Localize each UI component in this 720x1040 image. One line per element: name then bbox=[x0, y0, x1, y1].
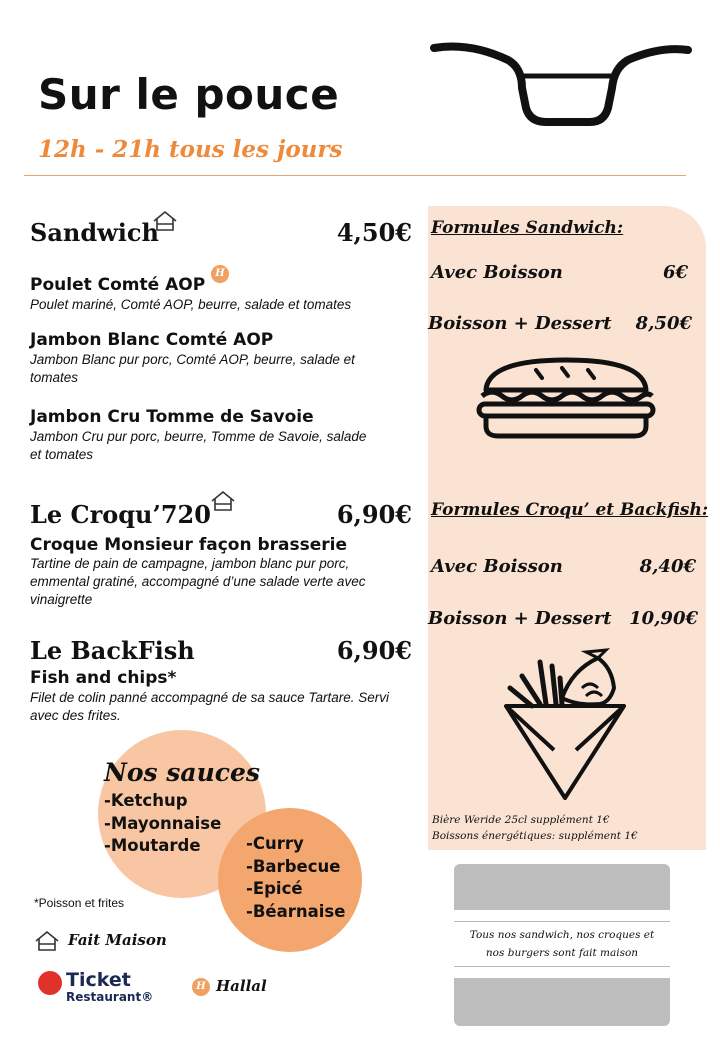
item-jambon-cru: Jambon Cru Tomme de Savoie bbox=[30, 407, 314, 427]
fish-and-chips-icon bbox=[502, 648, 628, 800]
supplement-energetique: Boissons énergétiques: supplément 1€ bbox=[432, 830, 638, 842]
grey-band-top bbox=[454, 864, 670, 910]
sauce-item: -Moutarde bbox=[104, 836, 201, 855]
croque-category: Le Croqu’720 bbox=[30, 500, 211, 529]
formule-price: 6€ bbox=[662, 262, 688, 283]
grey-band-bottom bbox=[454, 978, 670, 1026]
item-desc: avec des frites. bbox=[30, 708, 121, 723]
fait-maison-note bbox=[454, 921, 670, 967]
halal-icon: H bbox=[192, 978, 210, 996]
sandwich-category: Sandwich bbox=[30, 218, 159, 247]
ticket-restaurant-text: Restaurant® bbox=[66, 990, 154, 1004]
supplement-biere: Bière Weride 25cl supplément 1€ bbox=[432, 814, 610, 826]
sauce-item: -Mayonnaise bbox=[104, 813, 222, 833]
item-poulet-comte: Poulet Comté AOP bbox=[30, 275, 206, 295]
header-divider bbox=[24, 175, 686, 176]
sauce-list-right bbox=[246, 833, 345, 923]
fait-maison-icon bbox=[34, 930, 60, 952]
formules-sandwich-title: Formules Sandwich: bbox=[431, 218, 624, 238]
opening-hours: 12h - 21h tous les jours bbox=[38, 136, 343, 163]
item-jambon-blanc: Jambon Blanc Comté AOP bbox=[30, 330, 274, 350]
fait-maison-icon bbox=[152, 210, 178, 232]
backfish-category: Le BackFish bbox=[30, 636, 195, 665]
item-desc: Poulet mariné, Comté AOP, beurre, salade et tomates bbox=[30, 297, 352, 312]
fait-maison-icon bbox=[210, 490, 236, 512]
item-desc: et tomates bbox=[30, 447, 94, 462]
handlebar-icon bbox=[430, 38, 692, 130]
halal-icon: H bbox=[211, 265, 229, 283]
fait-maison-label: Fait Maison bbox=[68, 931, 167, 949]
item-desc: emmental gratiné, accompagné d’une salade verte avec bbox=[30, 574, 366, 589]
sandwich-icon bbox=[476, 356, 656, 440]
formule-label: Boisson + Dessert bbox=[428, 608, 612, 629]
note-line: nos burgers sont fait maison bbox=[485, 947, 639, 959]
poisson-note: *Poisson et frites bbox=[34, 896, 125, 910]
formule-label: Boisson + Dessert bbox=[428, 313, 612, 334]
sauce-item: -Curry bbox=[246, 834, 304, 853]
sandwich-price: 4,50€ bbox=[336, 218, 412, 247]
formules-croque-title: Formules Croqu’ et Backfish: bbox=[431, 500, 709, 520]
item-desc: Filet de colin panné accompagné de sa sauce Tartare. Servi bbox=[30, 690, 389, 705]
formule-label: Avec Boisson bbox=[431, 262, 563, 283]
formule-label: Avec Boisson bbox=[431, 556, 563, 577]
formule-price: 8,50€ bbox=[635, 313, 692, 334]
ticket-restaurant-text: Ticket bbox=[66, 969, 131, 991]
halal-label: Hallal bbox=[216, 977, 267, 995]
sauce-item: -Béarnaise bbox=[246, 901, 346, 921]
item-desc: Jambon Cru pur porc, beurre, Tomme de Savoie, salade bbox=[30, 429, 367, 444]
item-fish-and-chips: Fish and chips* bbox=[30, 668, 177, 688]
sauces-title: Nos sauces bbox=[104, 758, 260, 787]
sauce-item: -Ketchup bbox=[104, 791, 188, 810]
page-title: Sur le pouce bbox=[38, 70, 340, 119]
ticket-restaurant-logo bbox=[38, 971, 62, 995]
formule-price: 8,40€ bbox=[639, 556, 696, 577]
sauce-item: -Epicé bbox=[246, 879, 303, 898]
item-desc: tomates bbox=[30, 370, 79, 385]
sauce-list-left bbox=[104, 790, 221, 858]
item-desc: Tartine de pain de campagne, jambon blanc pur porc, bbox=[30, 556, 350, 571]
sauce-item: -Barbecue bbox=[246, 856, 341, 876]
item-desc: vinaigrette bbox=[30, 592, 93, 607]
note-line: Tous nos sandwich, nos croques et bbox=[469, 929, 655, 941]
croque-price: 6,90€ bbox=[336, 500, 412, 529]
item-desc: Jambon Blanc pur porc, Comté AOP, beurre, salade et bbox=[30, 352, 355, 367]
backfish-price: 6,90€ bbox=[336, 636, 412, 665]
formule-price: 10,90€ bbox=[629, 608, 698, 629]
item-croque-monsieur: Croque Monsieur façon brasserie bbox=[30, 535, 348, 555]
